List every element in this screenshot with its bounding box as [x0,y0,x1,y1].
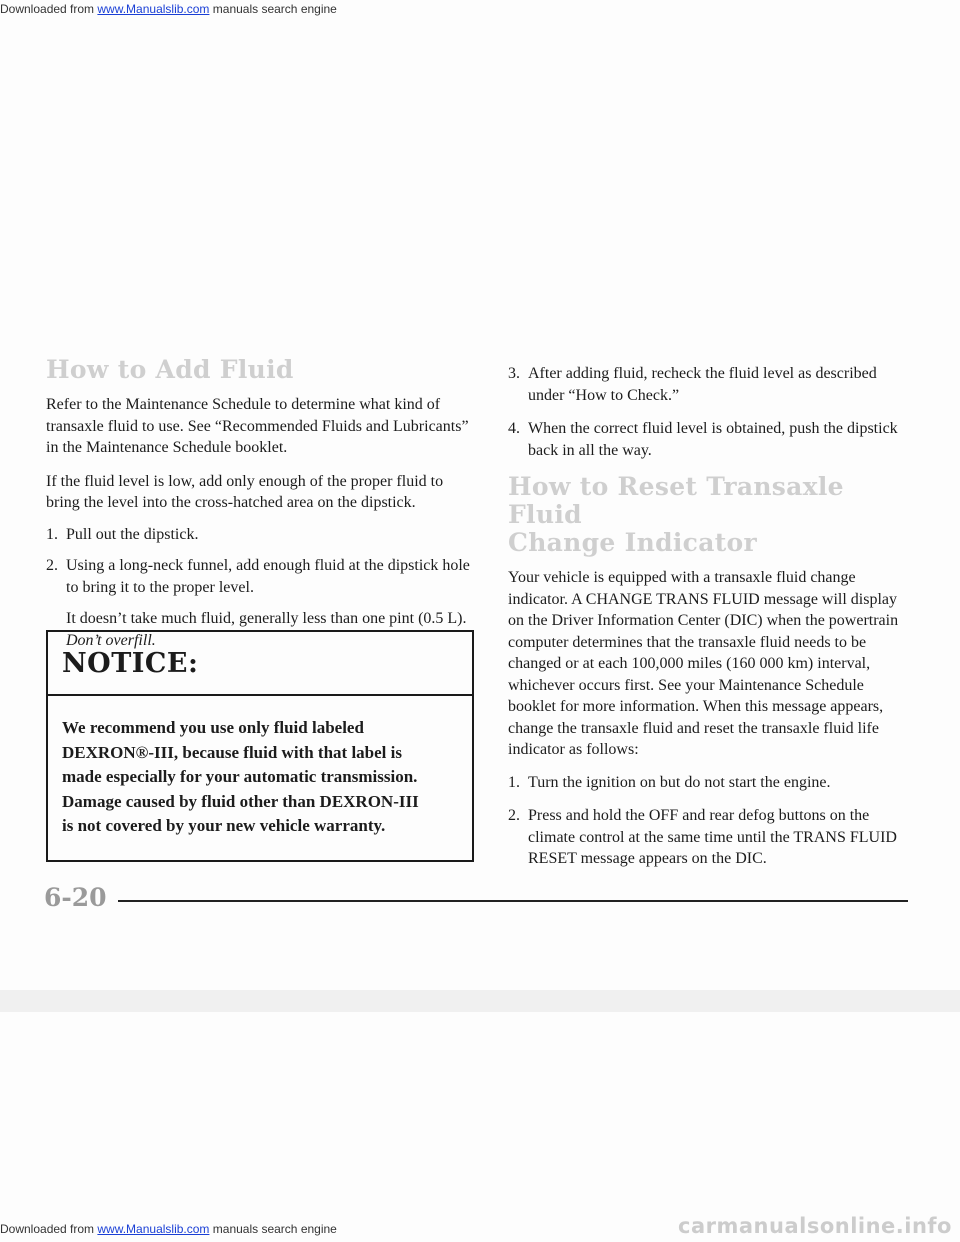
download-banner-bottom: Downloaded from www.Manualslib.com manuals search engine [0,1222,337,1236]
overfill-warning: Don’t overfill. [66,631,156,649]
list-item: 1. Pull out the dipstick. [46,525,199,543]
notice-text: We recommend you use only fluid labeled DEXRON®-III, because fluid with that label is made especially for your automatic transmission. Damage caused by fluid other than DEXRON-III is not covered by your new vehicle warranty. [62,718,419,835]
download-banner-top: Downloaded from www.Manualslib.com manuals search engine [0,2,337,16]
intro-paragraph: Refer to the Maintenance Schedule to determine what kind of transaxle fluid to use. See “Recommended Fluids and Lubricants” in the Maintenance Schedule booklet. [46,396,469,456]
watermark-text: carmanualsonline.info [678,1214,952,1238]
notice-title: NOTICE: [62,647,199,679]
right-column [508,363,908,882]
left-column [46,356,480,651]
list-item: 4. When the correct fluid level is obtained, push the dipstick back in all the way. [508,420,898,459]
reset-steps [508,772,908,870]
reset-intro-paragraph: Your vehicle is equipped with a transaxle fluid change indicator. A CHANGE TRANS FLUID message will display on the Driver Information Center (DIC) when the powertrain computer determines that the transaxle fluid needs to be changed or at each 100,000 miles (160 000 km) interval, whichever occurs first. See your Maintenance Schedule booklet for more information. When this message appears, change the transaxle fluid and reset the transaxle fluid life indicator as follows: [508,569,899,758]
list-item: 2. Using a long-neck funnel, add enough fluid at the dipstick hole to bring it to the proper level. [46,557,470,596]
list-item: 1. Turn the ignition on but do not start the engine. [508,773,831,791]
low-level-paragraph: If the fluid level is low, add only enough of the proper fluid to bring the level into the cross-hatched area on the dipstick. [46,472,444,511]
manualslib-link-bottom[interactable]: www.Manualslib.com [97,1222,210,1236]
list-item: 3. After adding fluid, recheck the fluid level as described under “How to Check.” [508,365,877,404]
footer-rule [118,900,908,902]
add-fluid-steps-continued [508,363,908,461]
scan-shadow [0,990,960,1012]
manualslib-link-top[interactable]: www.Manualslib.com [97,2,210,16]
add-fluid-steps [46,524,480,599]
overfill-note: It doesn’t take much fluid, generally less than one pint (0.5 L). Don’t overfill. [66,610,467,649]
notice-header [48,632,472,696]
page-number: 6-20 [44,883,113,912]
notice-box [46,630,474,862]
list-item: 2. Press and hold the OFF and rear defog buttons on the climate control at the same time until the TRANS FLUID RESET message appears on the DIC. [508,807,897,867]
section-heading-reset-indicator: How to Reset Transaxle Fluid Change Indicator [508,472,844,557]
section-heading-add-fluid: How to Add Fluid [46,355,294,384]
